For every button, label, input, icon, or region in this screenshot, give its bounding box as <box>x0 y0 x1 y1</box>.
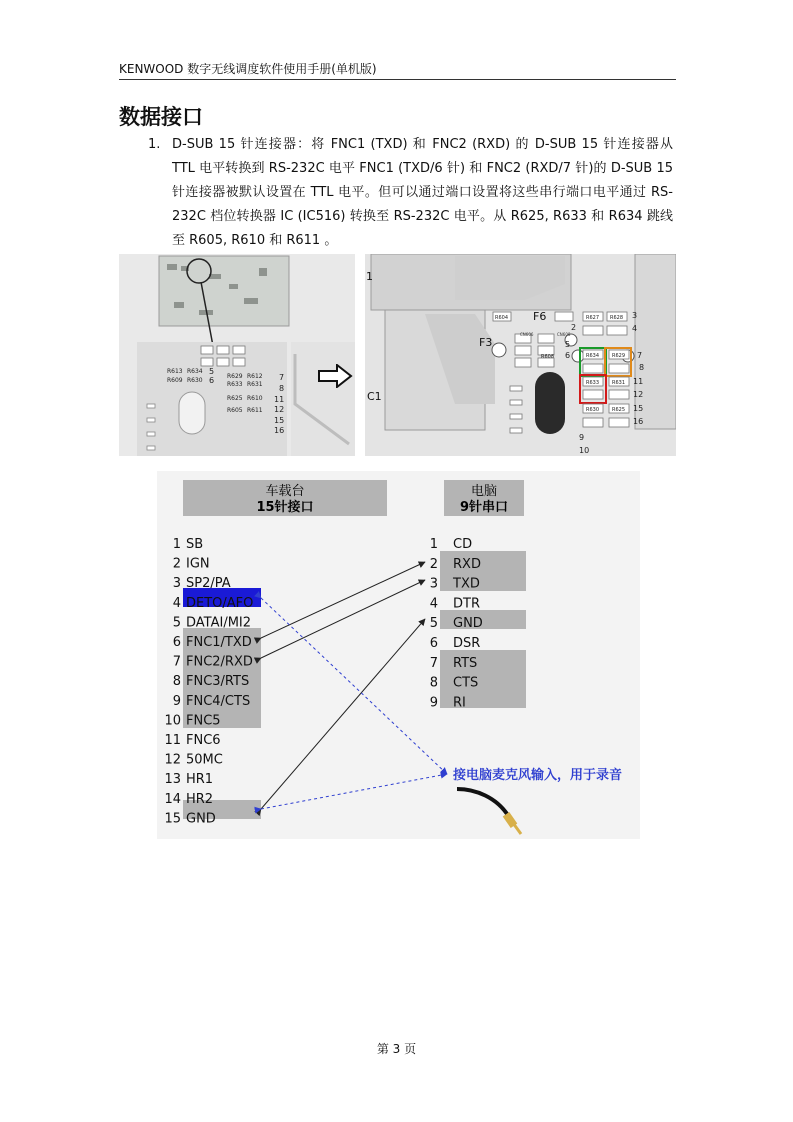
pcb-left-resistor: R631 <box>247 381 263 388</box>
right-pin-label: DTR <box>453 596 480 612</box>
right-pin-number: 4 <box>429 596 438 612</box>
pcb-right-label-f3: F3 <box>479 336 493 349</box>
pcb-right-pin: 4 <box>632 324 638 333</box>
pcb-left-resistor: R625 <box>227 395 243 402</box>
pcb-left-resistor: R613 <box>167 368 183 375</box>
pcb-right-resistor: R608 <box>541 354 555 360</box>
right-pin-label: RXD <box>453 556 481 572</box>
left-pin-label: FNC2/RXD <box>186 654 253 670</box>
pcb-right-label-c1: C1 <box>367 390 382 403</box>
pcb-right-resistor: R628 <box>610 315 624 321</box>
pcb-left-pin: 16 <box>274 426 285 435</box>
pcb-right-resistor: R631 <box>612 380 626 386</box>
right-connector-title-line1: 电脑 <box>470 484 498 499</box>
right-pin-label: CTS <box>453 675 479 691</box>
pcb-right-resistor: R625 <box>612 407 626 413</box>
pcb-left-resistor: R629 <box>227 373 243 380</box>
left-pin-label: IGN <box>186 556 210 572</box>
left-pin-number: 5 <box>172 615 181 631</box>
left-pin-number: 10 <box>164 713 181 729</box>
right-connector-title-line2: 9针串口 <box>459 500 509 515</box>
pcb-right-pin: 15 <box>633 404 644 413</box>
arrow-right-icon <box>317 364 355 388</box>
pcb-left-pin: 11 <box>274 395 285 404</box>
pcb-right-label-1: 1 <box>366 270 373 283</box>
left-pin-label: FNC5 <box>186 713 221 729</box>
pcb-photo-left <box>119 254 355 456</box>
pcb-right-pin: 3 <box>632 311 638 320</box>
pcb-right-connector: CN606 <box>520 332 534 337</box>
left-pin-number: 11 <box>164 733 181 748</box>
right-pin-number: 9 <box>429 695 438 711</box>
right-pin-label: RTS <box>453 655 478 671</box>
mic-note: 接电脑麦克风输入，用于录音 <box>453 768 623 783</box>
left-pin-number: 13 <box>164 772 181 788</box>
pcb-right-pin: 16 <box>633 417 644 426</box>
right-pin-label: RI <box>453 695 466 711</box>
pcb-right-resistor: R634 <box>586 353 600 359</box>
pcb-right-pin: 8 <box>639 363 645 372</box>
right-pin-label: GND <box>453 616 483 632</box>
left-pin-number: 3 <box>172 576 181 592</box>
pcb-right-pin: 10 <box>579 446 590 455</box>
left-pin-number: 6 <box>172 635 181 650</box>
right-pin-number: 1 <box>429 537 438 552</box>
section-heading: 数据接口 <box>119 105 203 129</box>
pcb-right-connector: CN608 <box>557 332 571 337</box>
pcb-right-pin: 12 <box>633 390 644 399</box>
left-pin-label: HR2 <box>186 791 214 807</box>
pcb-right-label-f6: F6 <box>533 310 547 323</box>
right-pin-number: 6 <box>429 636 438 651</box>
pcb-left-pin: 12 <box>274 405 285 414</box>
paragraph-number: 1. <box>148 137 161 152</box>
pcb-left-pin: 8 <box>279 384 285 393</box>
left-pin-label: DATAI/MI2 <box>186 615 252 631</box>
left-pin-label: FNC3/RTS <box>186 674 250 690</box>
left-pin-label: SP2/PA <box>186 576 231 592</box>
pcb-left-pin: 6 <box>209 376 215 385</box>
left-pin-label: 50MC <box>186 752 223 768</box>
pcb-right-pin: 7 <box>637 351 643 360</box>
pcb-right-pin: 11 <box>633 377 644 386</box>
left-pin-label: GND <box>186 811 216 827</box>
right-pin-label: TXD <box>453 576 480 592</box>
pcb-right-resistor: R629 <box>612 353 626 359</box>
wiring-diagram <box>157 471 640 839</box>
left-pin-label: FNC6 <box>186 733 221 748</box>
left-pin-label: FNC1/TXD <box>186 635 252 650</box>
left-pin-number: 12 <box>164 752 181 768</box>
pcb-left-pin: 7 <box>279 373 285 382</box>
left-pin-number: 15 <box>164 811 181 827</box>
pcb-right-pin: 2 <box>571 323 577 332</box>
pcb-left-resistor: R611 <box>247 407 263 414</box>
left-pin-label: SB <box>186 537 204 552</box>
pcb-right-resistor: R630 <box>586 407 600 413</box>
left-pin-number: 4 <box>172 595 181 611</box>
pcb-left-pin: 5 <box>209 367 215 376</box>
pcb-left-resistor: R610 <box>247 395 263 402</box>
left-pin-number: 1 <box>172 537 181 552</box>
right-pin-number: 2 <box>429 556 438 572</box>
header-rule <box>119 79 676 80</box>
pcb-right-resistor: R633 <box>586 380 600 386</box>
pcb-right-resistor: R627 <box>586 315 600 321</box>
pcb-photo-right <box>365 254 676 456</box>
left-pin-label: FNC4/CTS <box>186 693 251 709</box>
pcb-left-resistor: R609 <box>167 377 183 384</box>
left-pin-label: DETO/AFO <box>186 595 254 611</box>
pcb-right-pin: 5 <box>565 340 571 349</box>
pcb-left-resistor: R630 <box>187 377 203 384</box>
left-pin-number: 14 <box>164 791 181 807</box>
pcb-right-pin: 6 <box>565 351 571 360</box>
page-footer: 第 3 页 <box>376 1042 417 1056</box>
pcb-left-resistor: R633 <box>227 381 243 388</box>
pcb-left-resistor: R612 <box>247 373 263 380</box>
right-pin-number: 3 <box>429 576 438 592</box>
left-connector-title-line1: 车载台 <box>265 484 305 499</box>
pcb-right-resistor: R604 <box>495 315 509 321</box>
right-pin-label: CD <box>453 537 473 552</box>
left-pin-label: HR1 <box>186 772 214 788</box>
document-header: KENWOOD 数字无线调度软件使用手册(单机版) <box>119 62 377 76</box>
right-pin-number: 8 <box>429 675 438 691</box>
right-pin-number: 5 <box>429 616 438 632</box>
left-pin-number: 9 <box>172 693 181 709</box>
left-pin-number: 2 <box>172 556 181 572</box>
right-pin-number: 7 <box>429 655 438 671</box>
pcb-left-resistor: R634 <box>187 368 203 375</box>
pcb-right-pin: 9 <box>579 433 585 442</box>
paragraph-item-1 <box>148 133 673 253</box>
left-connector-title-line2: 15针接口 <box>256 500 314 515</box>
paragraph-text: D-SUB 15 针连接器：将 FNC1 (TXD) 和 FNC2 (RXD) 的 D-SUB 15 针连接器从 TTL 电平转换到 RS-232C 电平 FNC1 (TXD/6 针) 和 FNC2 (RXD/7 针)的 D-SUB 15 针连接器被默认设置在 TTL 电平。但可以通过端口设置将这些串行端口电平通过 RS-232C 档位转换器 IC (IC516) 转换至 RS-232C 电平。从 R625, R633 和 R634 跳线至 R605, R610 和 R611 。 <box>172 137 673 248</box>
pcb-left-pin: 15 <box>274 416 285 425</box>
pcb-left-resistor: R605 <box>227 407 243 414</box>
left-pin-number: 8 <box>172 674 181 690</box>
left-pin-number: 7 <box>172 654 181 670</box>
right-pin-label: DSR <box>453 636 481 651</box>
